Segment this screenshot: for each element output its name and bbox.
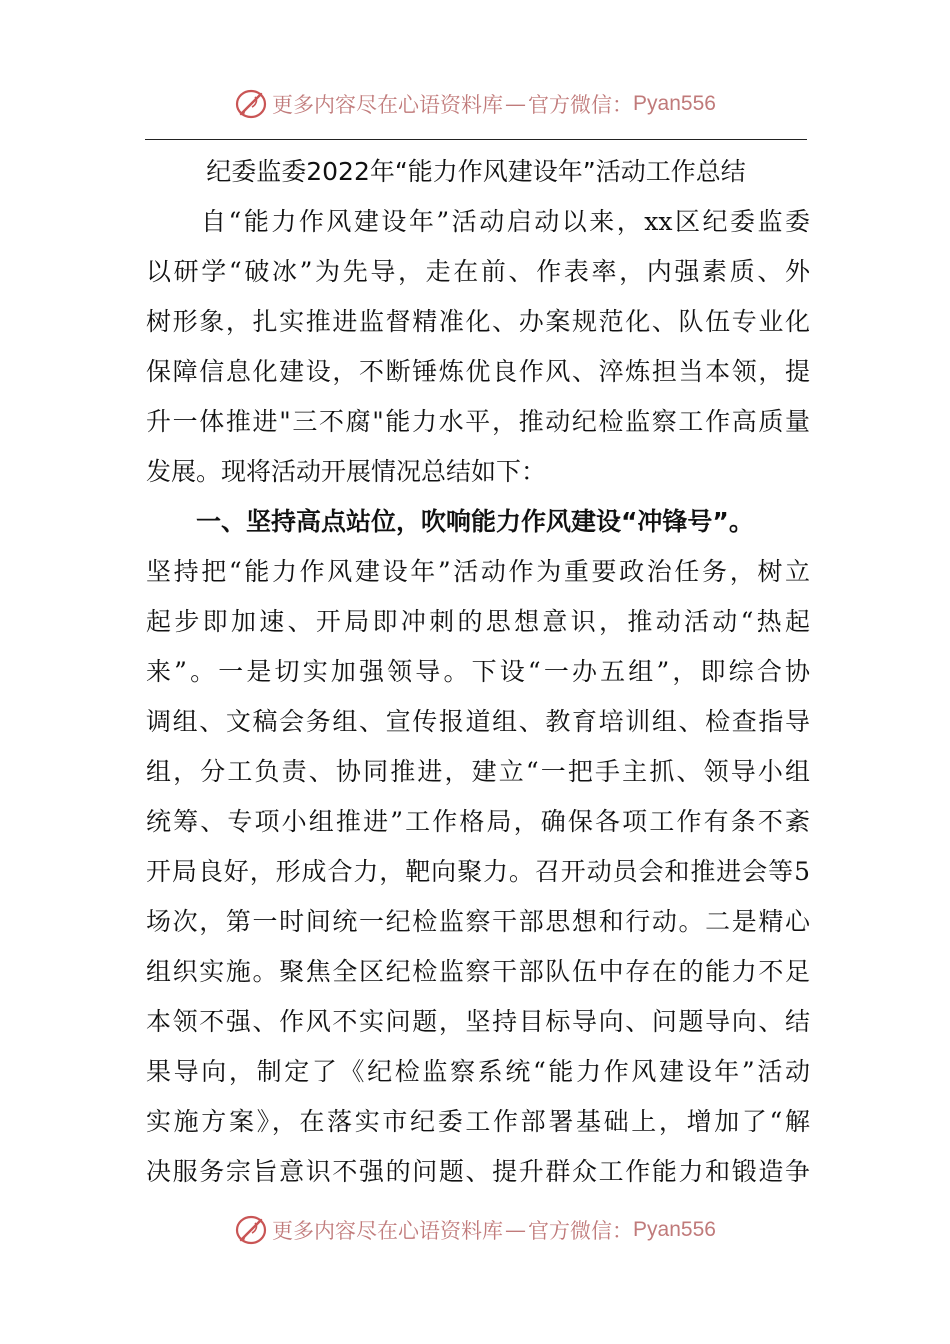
document-title: 纪委监委2022年“能力作风建设年”活动工作总结 xyxy=(206,157,746,186)
section-heading-line: 一、坚持高点站位，吹响能力作风建设“冲锋号”。 xyxy=(146,507,754,536)
document-body xyxy=(146,197,810,1197)
banner-text: 更多内容尽在心语资料库 xyxy=(272,93,504,117)
body-text-line: 以研学“破冰”为先导，走在前、作表率，内强素质、外 xyxy=(146,257,810,286)
body-text-line: 发展。现将活动开展情况总结如下： xyxy=(146,457,547,486)
banner-wechat-id: Pyan556 xyxy=(633,1218,716,1241)
banner-separator: — xyxy=(505,1218,527,1242)
pen-logo-icon xyxy=(234,1213,268,1247)
body-text-line: 树形象，扎实推进监督精准化、办案规范化、队伍专业化 xyxy=(146,307,810,336)
body-text-line: 自“能力作风建设年”活动启动以来，xx区纪委监委 xyxy=(146,207,810,236)
body-text-line: 果导向，制定了《纪检监察系统“能力作风建设年”活动 xyxy=(146,1057,810,1086)
header-rule xyxy=(145,139,807,140)
body-text-line: 组织实施。聚焦全区纪检监察干部队伍中存在的能力不足 xyxy=(146,957,810,986)
watermark-banner-bottom xyxy=(0,1210,950,1250)
body-text-line: 升一体推进"三不腐"能力水平，推动纪检监察工作高质量 xyxy=(146,407,810,436)
body-text-line: 场次，第一时间统一纪检监察干部思想和行动。二是精心 xyxy=(146,907,810,936)
banner-wechat-id: Pyan556 xyxy=(633,92,716,115)
body-text-line: 实施方案》，在落实市纪委工作部署基础上，增加了“解 xyxy=(146,1107,810,1136)
body-text-line: 来”。一是切实加强领导。下设“一办五组”，即综合协 xyxy=(146,657,810,686)
body-text-line: 开局良好，形成合力，靶向聚力。召开动员会和推进会等5 xyxy=(146,857,810,886)
body-text-line: 调组、文稿会务组、宣传报道组、教育培训组、检查指导 xyxy=(146,707,810,736)
banner-text: 更多内容尽在心语资料库 xyxy=(272,1219,504,1243)
banner-separator: — xyxy=(505,92,527,116)
banner-wechat-label: 官方微信： xyxy=(528,1219,634,1243)
banner-wechat-label: 官方微信： xyxy=(528,93,634,117)
body-text-line: 保障信息化建设，不断锤炼优良作风、淬炼担当本领，提 xyxy=(146,357,810,386)
body-text-line: 坚持把“能力作风建设年”活动作为重要政治任务，树立 xyxy=(146,557,810,586)
watermark-banner-top xyxy=(0,84,950,124)
body-text-line: 本领不强、作风不实问题，坚持目标导向、问题导向、结 xyxy=(146,1007,810,1036)
body-text-line: 决服务宗旨意识不强的问题、提升群众工作能力和锻造争 xyxy=(146,1157,810,1186)
pen-logo-icon xyxy=(234,87,268,121)
body-text-line: 统筹、专项小组推进”工作格局，确保各项工作有条不紊 xyxy=(146,807,810,836)
body-text-line: 组，分工负责、协同推进，建立“一把手主抓、领导小组 xyxy=(146,757,810,786)
body-text-line: 起步即加速、开局即冲刺的思想意识，推动活动“热起 xyxy=(146,607,810,636)
